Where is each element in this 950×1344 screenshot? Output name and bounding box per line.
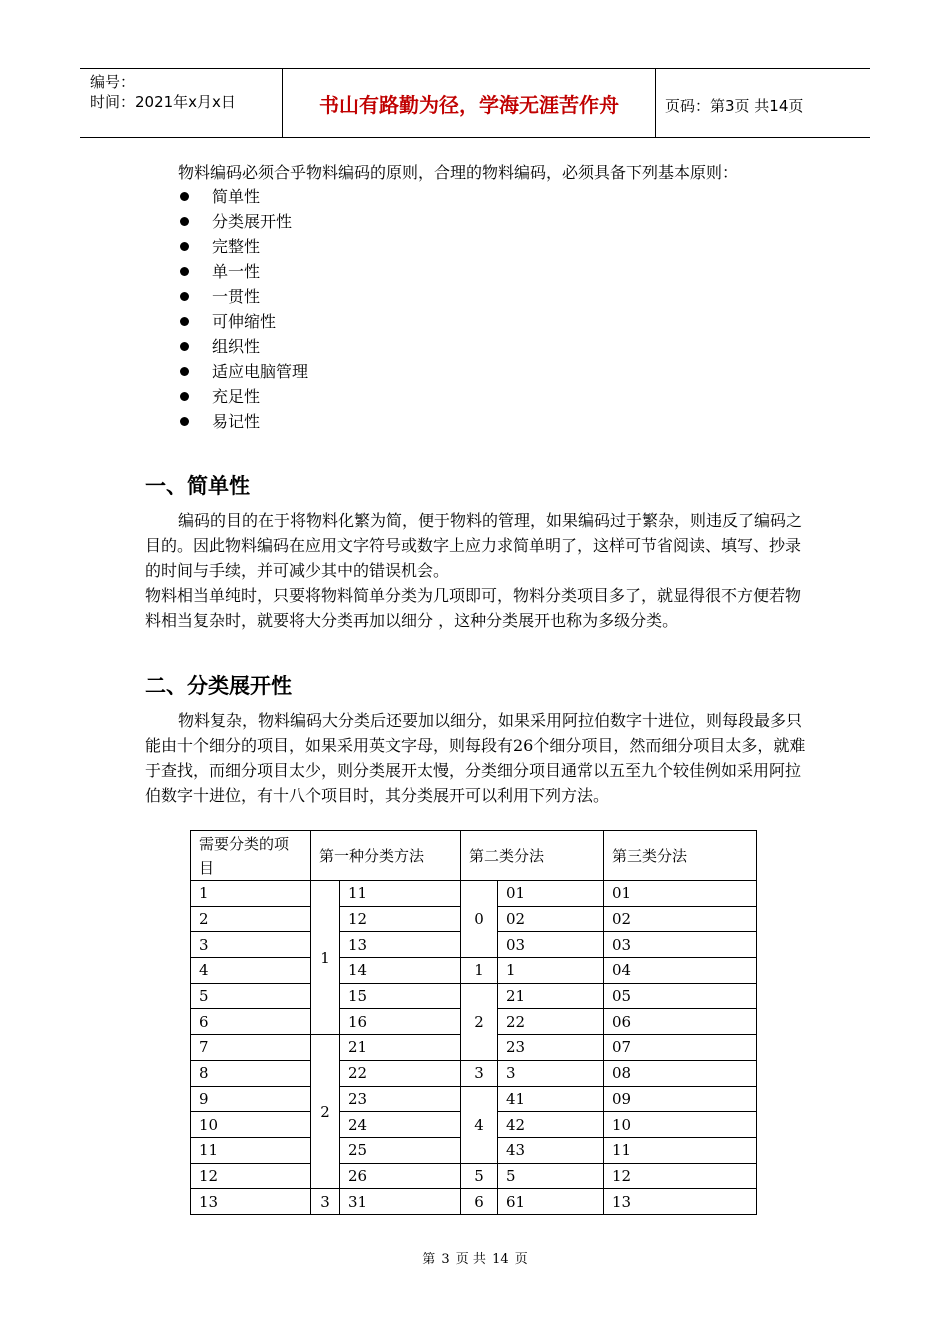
cell: 3 bbox=[191, 932, 311, 958]
cell: 23 bbox=[340, 1086, 461, 1112]
principles-list bbox=[178, 184, 308, 434]
cell: 13 bbox=[340, 932, 461, 958]
cell: 13 bbox=[191, 1189, 311, 1215]
classification-table bbox=[190, 830, 757, 1215]
cell: 11 bbox=[340, 881, 461, 907]
list-item: 适应电脑管理 bbox=[178, 359, 308, 384]
cell: 10 bbox=[191, 1112, 311, 1138]
cell: 01 bbox=[498, 881, 604, 907]
footer-total: 14 bbox=[492, 1252, 509, 1267]
cell: 01 bbox=[604, 881, 757, 907]
list-item: 一贯性 bbox=[178, 284, 308, 309]
cell: 16 bbox=[340, 1009, 461, 1035]
header-table bbox=[80, 68, 870, 138]
header-motto: 书山有路勤为径，学海无涯苦作舟 bbox=[282, 69, 656, 137]
table-header-row bbox=[191, 831, 757, 881]
cell: 42 bbox=[498, 1112, 604, 1138]
cell: 1 bbox=[498, 958, 604, 984]
header-cell: 第二类分法 bbox=[461, 831, 604, 881]
list-item: 完整性 bbox=[178, 234, 308, 259]
cell: 03 bbox=[604, 932, 757, 958]
cell: 04 bbox=[604, 958, 757, 984]
cell: 3 bbox=[311, 1189, 340, 1215]
cell: 1 bbox=[461, 958, 498, 984]
cell: 06 bbox=[604, 1009, 757, 1035]
section1-heading: 一、简单性 bbox=[145, 474, 250, 498]
footer-post: 页 bbox=[514, 1252, 528, 1267]
cell: 4 bbox=[461, 1086, 498, 1163]
cell: 26 bbox=[340, 1163, 461, 1189]
cell: 1 bbox=[191, 881, 311, 907]
number-label: 编号： bbox=[90, 73, 136, 91]
header-cell: 第一种分类方法 bbox=[311, 831, 461, 881]
cell: 03 bbox=[498, 932, 604, 958]
table-row bbox=[191, 1163, 757, 1189]
cell: 22 bbox=[340, 1060, 461, 1086]
table-row bbox=[191, 1060, 757, 1086]
cell: 5 bbox=[498, 1163, 604, 1189]
cell: 24 bbox=[340, 1112, 461, 1138]
list-item: 易记性 bbox=[178, 409, 308, 434]
cell: 11 bbox=[604, 1137, 757, 1163]
cell: 12 bbox=[191, 1163, 311, 1189]
cell: 4 bbox=[191, 958, 311, 984]
cell: 07 bbox=[604, 1035, 757, 1061]
list-item: 单一性 bbox=[178, 259, 308, 284]
header-cell: 第三类分法 bbox=[604, 831, 757, 881]
table-row bbox=[191, 958, 757, 984]
table-row bbox=[191, 1086, 757, 1112]
intro-text: 物料编码必须合乎物料编码的原则，合理的物料编码，必须具备下列基本原则： bbox=[178, 163, 739, 182]
cell: 21 bbox=[498, 983, 604, 1009]
cell: 6 bbox=[461, 1189, 498, 1215]
list-item: 可伸缩性 bbox=[178, 309, 308, 334]
cell: 08 bbox=[604, 1060, 757, 1086]
cell: 12 bbox=[340, 906, 461, 932]
list-item: 组织性 bbox=[178, 334, 308, 359]
cell: 05 bbox=[604, 983, 757, 1009]
cell: 9 bbox=[191, 1086, 311, 1112]
date-label: 时间：2021年x月x日 bbox=[90, 93, 236, 111]
cell: 2 bbox=[191, 906, 311, 932]
cell: 02 bbox=[604, 906, 757, 932]
cell: 15 bbox=[340, 983, 461, 1009]
cell: 09 bbox=[604, 1086, 757, 1112]
table-row bbox=[191, 983, 757, 1009]
footer-mid: 页 共 bbox=[455, 1252, 486, 1267]
table-row bbox=[191, 881, 757, 907]
cell: 12 bbox=[604, 1163, 757, 1189]
cell: 61 bbox=[498, 1189, 604, 1215]
cell: 25 bbox=[340, 1137, 461, 1163]
section1-paragraph-2: 物料相当单纯时，只要将物料简单分类为几项即可，物料分类项目多了，就显得很不方便若物料相当复杂时，就要将大分类再加以细分 ，这种分类展开也称为多级分类。 bbox=[145, 586, 802, 630]
footer-page: 3 bbox=[441, 1252, 450, 1267]
cell: 31 bbox=[340, 1189, 461, 1215]
cell: 5 bbox=[191, 983, 311, 1009]
section1-paragraph-1: 编码的目的在于将物料化繁为简，便于物料的管理，如果编码过于繁杂，则违反了编码之目的。因此物料编码在应用文字符号或数字上应力求简单明了，这样可节省阅读、填写、抄录的时间与手续，并可减少其中的错误机会。 bbox=[145, 511, 803, 580]
cell: 2 bbox=[461, 983, 498, 1060]
cell: 3 bbox=[498, 1060, 604, 1086]
cell: 23 bbox=[498, 1035, 604, 1061]
cell: 21 bbox=[340, 1035, 461, 1061]
section2-paragraph: 物料复杂，物料编码大分类后还要加以细分，如果采用阿拉伯数字十进位，则每段最多只能由十个细分的项目，如果采用英文字母，则每段有26个细分项目，然而细分项目太多，就难于查找，而细分项目太少，则分类展开太慢，分类细分项目通常以五至九个较佳例如采用阿拉伯数字十进位，有十八个项目时，其分类展开可以利用下列方法。 bbox=[145, 711, 806, 805]
page-footer bbox=[0, 1248, 950, 1267]
section2-heading: 二、分类展开性 bbox=[145, 674, 292, 698]
cell: 1 bbox=[311, 881, 340, 1035]
cell: 5 bbox=[461, 1163, 498, 1189]
cell: 13 bbox=[604, 1189, 757, 1215]
cell: 0 bbox=[461, 881, 498, 958]
list-item: 简单性 bbox=[178, 184, 308, 209]
cell: 22 bbox=[498, 1009, 604, 1035]
cell: 41 bbox=[498, 1086, 604, 1112]
header-page-info: 页码：第3页 共14页 bbox=[665, 97, 804, 115]
footer-pre: 第 bbox=[422, 1252, 436, 1267]
cell: 10 bbox=[604, 1112, 757, 1138]
list-item: 充足性 bbox=[178, 384, 308, 409]
list-item: 分类展开性 bbox=[178, 209, 308, 234]
cell: 6 bbox=[191, 1009, 311, 1035]
cell: 43 bbox=[498, 1137, 604, 1163]
cell: 02 bbox=[498, 906, 604, 932]
cell: 14 bbox=[340, 958, 461, 984]
cell: 7 bbox=[191, 1035, 311, 1061]
header-meta bbox=[80, 69, 282, 137]
table-row bbox=[191, 1189, 757, 1215]
cell: 3 bbox=[461, 1060, 498, 1086]
header-cell: 需要分类的项目 bbox=[191, 831, 311, 881]
cell: 2 bbox=[311, 1035, 340, 1189]
cell: 11 bbox=[191, 1137, 311, 1163]
cell: 8 bbox=[191, 1060, 311, 1086]
